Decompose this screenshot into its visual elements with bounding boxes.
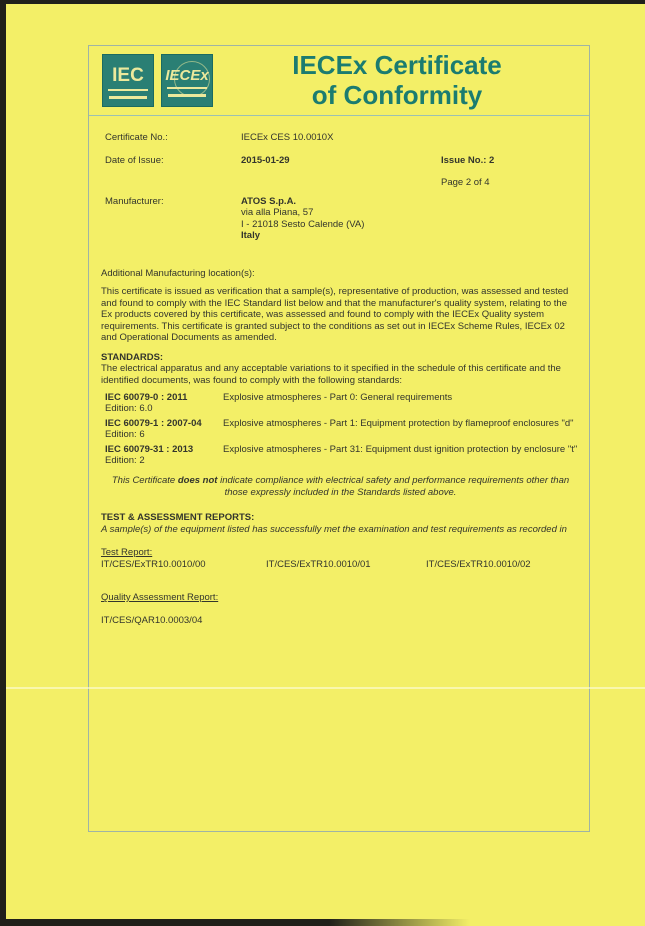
test-report-label: Test Report: xyxy=(101,547,153,558)
issue-no: Issue No.: 2 xyxy=(441,155,495,166)
manufacturer-address-2: I - 21018 Sesto Calende (VA) xyxy=(241,218,365,230)
standard-edition: Edition: 2 xyxy=(105,454,145,466)
standard-code-cell xyxy=(105,444,223,467)
certificate-header xyxy=(89,46,589,116)
standards-heading: STANDARDS: xyxy=(101,352,164,363)
standards-row xyxy=(105,444,579,467)
iecex-globe-icon xyxy=(174,61,210,97)
disclaimer-suffix: indicate compliance with electrical safety and performance requirements other than those expressly included in the Standards listed above. xyxy=(217,475,570,498)
standards-row xyxy=(105,418,579,441)
scan-edge-top xyxy=(0,0,645,4)
certificate-no-value: IECEx CES 10.0010X xyxy=(241,132,334,143)
test-report-list xyxy=(101,559,579,570)
manufacturer-address-1: via alla Piana, 57 xyxy=(241,207,314,219)
standards-intro: The electrical apparatus and any acceptable variations to it specified in the schedule of this certificate and the identified documents, was found to comply with the following standards: xyxy=(101,363,561,386)
standard-description: Explosive atmospheres - Part 1: Equipment protection by flameproof enclosures "d" xyxy=(223,417,574,429)
standard-edition: Edition: 6 xyxy=(105,429,145,441)
scan-fold-line xyxy=(0,687,645,689)
test-report-number: IT/CES/ExTR10.0010/01 xyxy=(266,559,371,570)
standard-code: IEC 60079-31 : 2013 xyxy=(105,443,194,455)
additional-locations-label: Additional Manufacturing location(s): xyxy=(101,268,255,279)
certificate-no-label: Certificate No.: xyxy=(105,132,168,143)
scan-edge-left xyxy=(0,0,6,926)
quality-assessment-report-label: Quality Assessment Report: xyxy=(101,592,219,603)
manufacturer-block xyxy=(241,196,364,242)
reports-heading: TEST & ASSESSMENT REPORTS: xyxy=(101,512,255,523)
standard-edition: Edition: 6.0 xyxy=(105,403,153,415)
manufacturer-name: ATOS S.p.A. xyxy=(241,196,297,207)
iec-logo-text: IEC xyxy=(112,64,144,86)
standard-code-cell xyxy=(105,418,223,441)
manufacturer-label: Manufacturer: xyxy=(105,196,164,207)
disclaimer-statement xyxy=(101,475,580,498)
test-report-number: IT/CES/ExTR10.0010/00 xyxy=(101,559,206,570)
page-number: Page 2 of 4 xyxy=(441,177,490,188)
logo-group xyxy=(89,54,213,107)
disclaimer-prefix: This Certificate xyxy=(111,475,178,486)
date-of-issue-value: 2015-01-29 xyxy=(241,155,290,166)
standard-code: IEC 60079-1 : 2007-04 xyxy=(105,417,202,429)
iec-logo-icon xyxy=(102,54,154,107)
reports-intro: A sample(s) of the equipment listed has successfully met the examination and test requirements as recorded in xyxy=(101,524,567,535)
standard-code-cell xyxy=(105,392,223,415)
iecex-logo-text: IECEx xyxy=(165,66,209,84)
title-line-1: IECEx Certificate xyxy=(292,50,502,81)
verification-paragraph: This certificate is issued as verification that a sample(s), representative of production, was assessed and tested and found to comply with the IEC Standard list below and that the manufacturer's quality system, relating to the Ex products covered by this certificate, was assessed and found to comply with the IECEx Quality system requirements. This certificate is granted subject to the conditions as set out in IECEx Scheme Rules, IECEx 02 and Operational Documents as amended. xyxy=(101,286,569,344)
title-line-2: of Conformity xyxy=(311,79,483,110)
standard-description: Explosive atmospheres - Part 31: Equipment dust ignition protection by enclosure "t" xyxy=(223,443,578,455)
scan-edge-bottom xyxy=(0,919,470,926)
test-report-number: IT/CES/ExTR10.0010/02 xyxy=(426,559,531,570)
disclaimer-emphasis: does not xyxy=(177,475,218,486)
standards-row xyxy=(105,392,579,415)
certificate-title xyxy=(213,51,589,109)
iecex-logo-icon xyxy=(161,54,213,107)
quality-assessment-report-number: IT/CES/QAR10.0003/04 xyxy=(101,615,203,626)
standards-table xyxy=(105,392,579,469)
iec-logo-rules xyxy=(108,89,148,96)
standard-code: IEC 60079-0 : 2011 xyxy=(105,392,188,403)
date-of-issue-label: Date of Issue: xyxy=(105,155,164,166)
manufacturer-country: Italy xyxy=(241,230,261,242)
certificate-frame xyxy=(88,45,590,832)
standard-description: Explosive atmospheres - Part 0: General requirements xyxy=(223,392,453,403)
